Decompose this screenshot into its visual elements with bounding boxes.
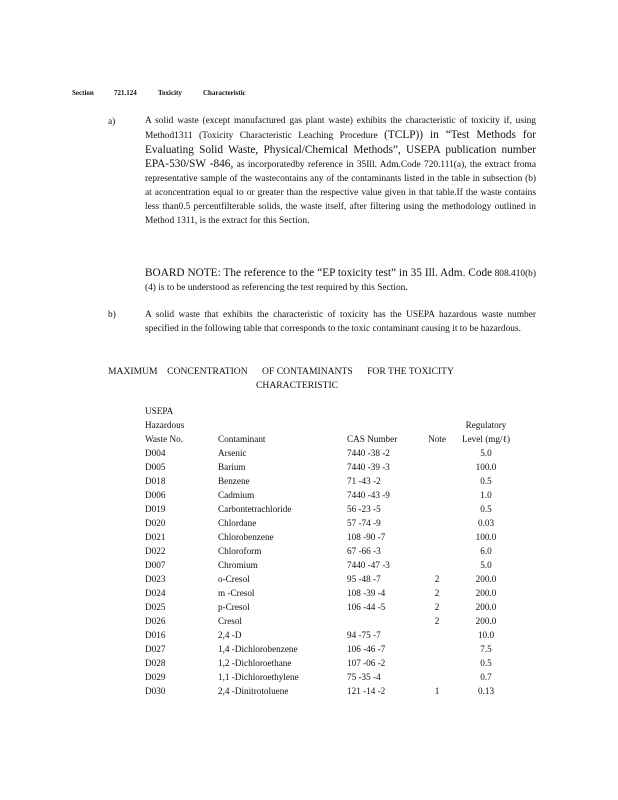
cell-cas: 57 -74 -9 — [347, 518, 381, 528]
cell-note — [418, 460, 456, 474]
cell-note — [418, 642, 456, 656]
table-row — [145, 544, 516, 558]
cell-level: 6.0 — [480, 546, 492, 556]
board-note-text-1: BOARD NOTE: The reference to the “EP toxicity test” in 35 Ill. Adm. Code — [145, 267, 493, 279]
cell-level: 5.0 — [480, 560, 492, 570]
cell-contaminant: o-Cresol — [218, 574, 250, 584]
cell-cas: 106 -46 -7 — [347, 644, 386, 654]
cell-waste: D006 — [145, 490, 166, 500]
cell-level: 0.13 — [477, 686, 495, 696]
cell-note: 2 — [434, 574, 440, 584]
cell-level: 0.03 — [477, 518, 495, 528]
cell-level: 0.5 — [480, 504, 492, 514]
table-row — [145, 670, 516, 684]
cell-contaminant: 2,4 -Dinitrotoluene — [218, 686, 289, 696]
cell-level: 200.0 — [475, 616, 497, 626]
cell-contaminant: Carbontetrachloride — [218, 504, 292, 514]
cell-contaminant: Chlordane — [218, 518, 257, 528]
cell-note — [418, 502, 456, 516]
cell-contaminant: 2,4 -D — [218, 630, 242, 640]
table-row — [145, 446, 516, 460]
cell-contaminant: Arsenic — [218, 448, 247, 458]
cell-cas: 7440 -38 -2 — [347, 448, 390, 458]
cell-note — [418, 516, 456, 530]
cell-level: 10.0 — [477, 630, 495, 640]
cell-level: 200.0 — [475, 602, 497, 612]
cell-note — [418, 446, 456, 460]
cell-cas: 106 -44 -5 — [347, 602, 386, 612]
table-row — [145, 614, 516, 628]
cell-note — [418, 530, 456, 544]
section-title-word-1: Toxicity — [158, 89, 182, 97]
cell-waste: D026 — [145, 616, 166, 626]
cell-contaminant: 1,4 -Dichlorobenzene — [218, 644, 298, 654]
table-row — [145, 488, 516, 502]
cell-contaminant: p-Cresol — [218, 602, 250, 612]
table-row — [145, 572, 516, 586]
board-note-text-2: 808.410(b)(4) is to be understood as referencing the test required by this Section. — [145, 269, 536, 293]
cell-waste: D029 — [145, 672, 166, 682]
cell-contaminant: Barium — [218, 462, 246, 472]
table-row — [145, 684, 516, 698]
para-a — [145, 115, 536, 228]
cell-cas: 108 -90 -7 — [347, 532, 386, 542]
header-waste-1: USEPA — [145, 406, 174, 416]
table-row — [145, 502, 516, 516]
section-title-word-2: Characteristic — [203, 89, 246, 97]
table-title-line-1: MAXIMUM CONCENTRATION OF CONTAMINANTS FOR THE TOXICITY — [108, 366, 454, 377]
cell-waste: D023 — [145, 574, 166, 584]
cell-level: 0.5 — [480, 476, 492, 486]
cell-level: 7.5 — [480, 644, 492, 654]
header-waste-2: Hazardous — [145, 420, 185, 430]
header-note: Note — [428, 434, 446, 444]
cell-cas — [347, 614, 418, 628]
table-row — [145, 530, 516, 544]
cell-cas: 121 -14 -2 — [347, 686, 386, 696]
board-note — [145, 267, 536, 296]
cell-waste: D018 — [145, 476, 166, 486]
cell-level: 100.0 — [475, 532, 497, 542]
cell-waste: D007 — [145, 560, 166, 570]
cell-level: 5.0 — [480, 448, 492, 458]
section-word: Section — [72, 89, 94, 97]
cell-waste: D005 — [145, 462, 166, 472]
cell-level: 200.0 — [475, 574, 497, 584]
cell-cas: 107 -06 -2 — [347, 658, 386, 668]
cell-contaminant: m -Cresol — [218, 588, 255, 598]
cell-contaminant: 1,2 -Dichloroethane — [218, 658, 292, 668]
cell-note — [418, 670, 456, 684]
toxicity-table-body — [145, 446, 516, 698]
cell-contaminant: Chloroform — [218, 546, 262, 556]
toxicity-table — [145, 404, 516, 698]
cell-note — [418, 558, 456, 572]
cell-waste: D021 — [145, 532, 166, 542]
cell-waste: D030 — [145, 686, 166, 696]
cell-level: 200.0 — [475, 588, 497, 598]
cell-note: 2 — [434, 616, 440, 626]
table-row — [145, 586, 516, 600]
cell-note — [418, 474, 456, 488]
cell-contaminant: Chlorobenzene — [218, 532, 274, 542]
cell-contaminant: Chromium — [218, 560, 258, 570]
cell-cas: 94 -75 -7 — [347, 630, 381, 640]
table-row — [145, 600, 516, 614]
cell-note: 2 — [434, 602, 440, 612]
cell-contaminant: Cadmium — [218, 490, 255, 500]
table-row — [145, 558, 516, 572]
header-waste-3: Waste No. — [145, 434, 184, 444]
cell-note — [418, 544, 456, 558]
cell-note: 2 — [434, 588, 440, 598]
para-a-text-3: as incorporatedby reference in 35Ill. Adm.Code 720.111(a), the extract froma representative sample of the wastecontains any of the contaminants listed in the table in subsection (b) at aconcentration equal to or greater than the respective value given in that table.If the waste contains less than0.5 percentfilterable solids, the waste itself, after filtering using the methodology outlined in Method 1311, is the extract for this Section. — [145, 160, 536, 226]
cell-waste: D020 — [145, 518, 166, 528]
cell-cas: 7440 -39 -3 — [347, 462, 390, 472]
cell-contaminant: Cresol — [218, 616, 242, 626]
cell-waste: D027 — [145, 644, 166, 654]
cell-level: 0.7 — [480, 672, 492, 682]
cell-waste: D016 — [145, 630, 166, 640]
cell-level: 1.0 — [480, 490, 492, 500]
cell-cas: 108 -39 -4 — [347, 588, 386, 598]
cell-cas: 7440 -43 -9 — [347, 490, 390, 500]
cell-cas: 56 -23 -5 — [347, 504, 381, 514]
cell-note — [418, 488, 456, 502]
cell-cas: 7440 -47 -3 — [347, 560, 390, 570]
table-row — [145, 474, 516, 488]
cell-waste: D019 — [145, 504, 166, 514]
cell-note: 1 — [434, 686, 440, 696]
table-row — [145, 516, 516, 530]
section-number: 721.124 — [114, 89, 137, 97]
para-a-text-1: A solid waste (except manufactured gas plant waste) exhibits the characteristic of toxicity if, using Method1311 (Toxicity Characteristic Leaching Procedure — [145, 116, 536, 141]
header-level-2: Level (mg/ℓ) — [461, 434, 511, 444]
para-b: A solid waste that exhibits the characteristic of toxicity has the USEPA hazardous waste number specified in the following table that corresponds to the toxic contaminant causing it to be hazardous. — [145, 310, 536, 334]
cell-waste: D022 — [145, 546, 166, 556]
header-cas: CAS Number — [347, 434, 398, 444]
cell-cas: 67 -66 -3 — [347, 546, 381, 556]
table-title-line-2: CHARACTERISTIC — [256, 380, 339, 391]
header-level-1: Regulatory — [465, 420, 507, 430]
para-b-label: b) — [108, 310, 116, 320]
table-row — [145, 628, 516, 642]
cell-waste: D025 — [145, 602, 166, 612]
cell-contaminant: 1,1 -Dichloroethylene — [218, 672, 299, 682]
cell-cas: 95 -48 -7 — [347, 574, 381, 584]
cell-waste: D028 — [145, 658, 166, 668]
table-row — [145, 460, 516, 474]
cell-cas: 71 -43 -2 — [347, 476, 381, 486]
table-row — [145, 656, 516, 670]
para-a-text-2: (TCLP)) in “Test Methods for Evaluating Solid Waste, Physical/Chemical Methods”, USEPA publication number EPA-530/SW -846, — [145, 128, 537, 171]
para-a-label: a) — [108, 117, 116, 127]
cell-note — [418, 628, 456, 642]
cell-waste: D024 — [145, 588, 166, 598]
cell-note — [418, 656, 456, 670]
cell-level: 100.0 — [475, 462, 497, 472]
header-contaminant: Contaminant — [218, 434, 266, 444]
cell-waste: D004 — [145, 448, 166, 458]
cell-cas: 75 -35 -4 — [347, 672, 381, 682]
cell-level: 0.5 — [480, 658, 492, 668]
cell-contaminant: Benzene — [218, 476, 250, 486]
table-row — [145, 642, 516, 656]
